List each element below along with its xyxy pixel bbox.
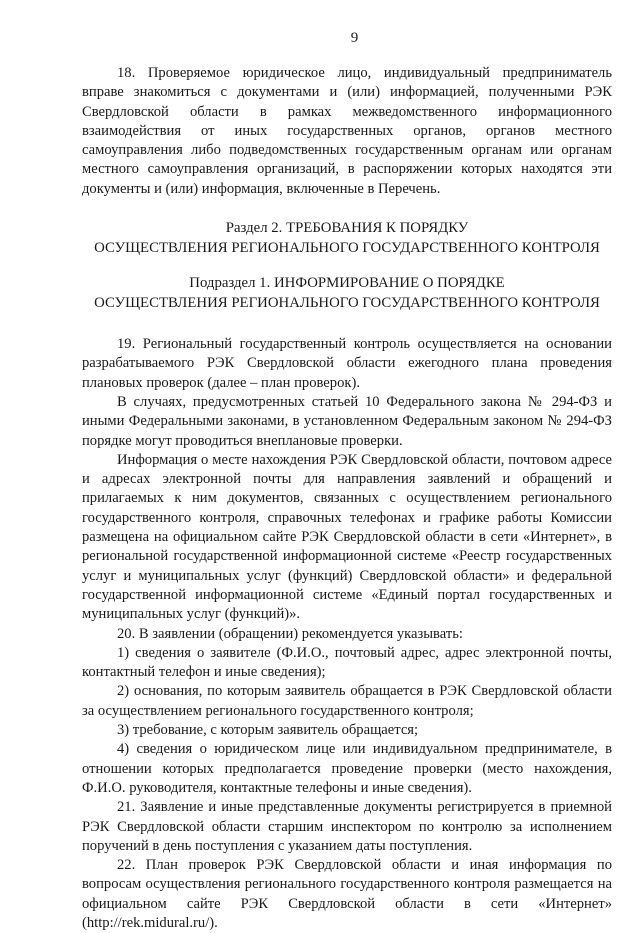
section-heading <box>82 219 612 258</box>
page-number: 9 <box>350 30 359 46</box>
paragraph-22: 22. План проверок РЭК Свердловской области и иная информация по вопросам осуществления регионального государственного контроля размещается на официальном сайте РЭК Свердловской области в сети «Интернет» (http://rek.midural.ru/). <box>82 857 612 931</box>
document-page <box>82 0 612 933</box>
list-item-2: 2) основания, по которым заявитель обращается в РЭК Свердловской области за осуществлением регионального государственного контроля; <box>82 683 612 719</box>
list-item-4: 4) сведения о юридическом лице или индивидуальном предпринимателе, в отношении которых предполагается проведение проверки (место нахождения, Ф.И.О. руководителя, контактные телефоны и иные сведения). <box>82 741 612 796</box>
list-item-1: 1) сведения о заявителе (Ф.И.О., почтовый адрес, адрес электронной почты, контактный телефон и иные сведения); <box>82 644 612 681</box>
section-heading-line-1: Раздел 2. ТРЕБОВАНИЯ К ПОРЯДКУ <box>225 220 469 237</box>
section-heading-line-2: ОСУЩЕСТВЛЕНИЯ РЕГИОНАЛЬНОГО ГОСУДАРСТВЕННОГО КОНТРОЛЯ <box>94 239 600 256</box>
paragraph-19: 19. Региональный государственный контроль осуществляется на основании разрабатываемого РЭК Свердловской области ежегодного плана проведения плановых проверок (далее – план проверок). <box>82 336 612 391</box>
paragraph-contact-information: Информация о месте нахождения РЭК Свердловской области, почтовом адресе и адресах электронной почты для направления заявлений и обращений и прилагаемых к ним документов, связанных с осуществлением регионального государственного контроля, справочных телефонах и графике работы Комиссии размещена на официальном сайте РЭК Свердловской области в сети «Интернет», в региональной государственной информационной системе «Реестр государственных услуг и муниципальных услуг (функций) Свердловской области» и федеральной государственной информационной системе «Единый портал государственных и муниципальных услуг (функций)». <box>82 451 612 623</box>
paragraph-unscheduled-inspections: В случаях, предусмотренных статьей 10 Федерального закона № 294-ФЗ и иными Федеральными законами, в установленном Федеральным законом № 294-ФЗ порядке могут проводиться внеплановые проверки. <box>82 393 612 449</box>
list-item-3: 3) требование, с которым заявитель обращается; <box>117 722 419 739</box>
subsection-heading <box>82 274 612 313</box>
subsection-heading-line-2: ОСУЩЕСТВЛЕНИЯ РЕГИОНАЛЬНОГО ГОСУДАРСТВЕННОГО КОНТРОЛЯ <box>94 294 600 311</box>
paragraph-18: 18. Проверяемое юридическое лицо, индивидуальный предприниматель вправе знакомиться с документами и (или) информацией, полученными РЭК Свердловской области в рамках межведомственного информационного взаимодействия от иных государственных органов, органов местного самоуправления либо подведомственных государственным органам или органам местного самоуправления организаций, в распоряжении которых находятся эти документы и (или) информация, включенные в Перечень. <box>82 65 612 197</box>
subsection-heading-line-1: Подраздел 1. ИНФОРМИРОВАНИЕ О ПОРЯДКЕ <box>189 275 505 292</box>
paragraph-21: 21. Заявление и иные представленные документы регистрируется в приемной РЭК Свердловской области старшим инспектором по контролю за исполнением поручений в день поступления с указанием даты поступления. <box>82 799 612 854</box>
paragraph-20: 20. В заявлении (обращении) рекомендуется указывать: <box>117 625 463 642</box>
